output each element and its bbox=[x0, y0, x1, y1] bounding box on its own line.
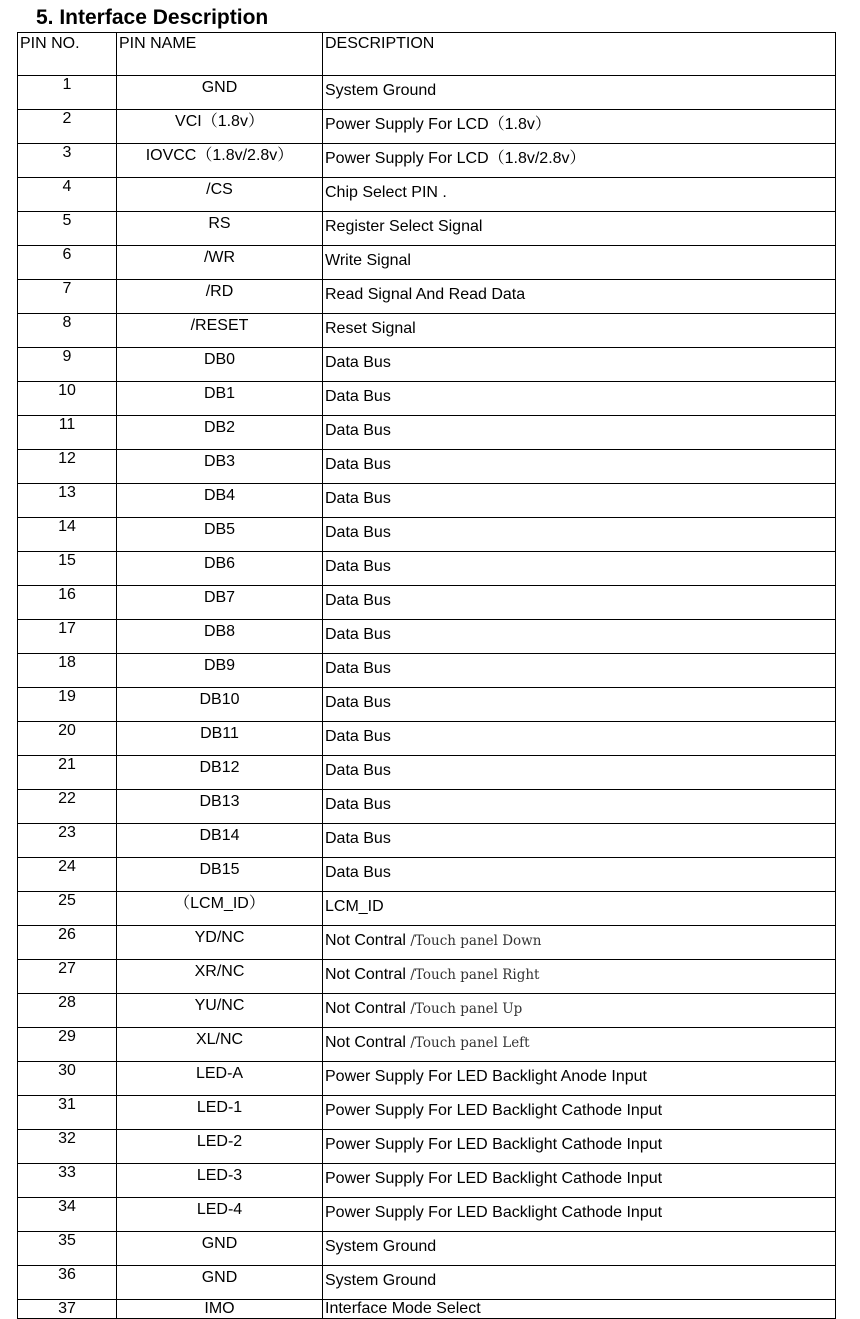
pin-name-cell: DB14 bbox=[117, 824, 323, 858]
pin-number-cell: 25 bbox=[18, 892, 117, 926]
pin-description-cell bbox=[323, 484, 836, 518]
pin-number-cell: 36 bbox=[18, 1266, 117, 1300]
pin-number-cell: 14 bbox=[18, 518, 117, 552]
table-row bbox=[18, 382, 836, 416]
table-row bbox=[18, 314, 836, 348]
table-row bbox=[18, 212, 836, 246]
pin-number-cell: 35 bbox=[18, 1232, 117, 1266]
pin-description-cell bbox=[323, 1198, 836, 1232]
table-row bbox=[18, 280, 836, 314]
pin-description-text: Data Bus bbox=[325, 592, 391, 609]
pin-description-text: Power Supply For LCD（1.8v/2.8v） bbox=[325, 150, 586, 167]
pin-description-cell bbox=[323, 1266, 836, 1300]
pin-number-cell: 22 bbox=[18, 790, 117, 824]
pin-name-cell: YU/NC bbox=[117, 994, 323, 1028]
table-row bbox=[18, 1028, 836, 1062]
pin-number-cell: 4 bbox=[18, 178, 117, 212]
pin-description-text: Not Contral bbox=[325, 966, 406, 983]
pin-name-cell: GND bbox=[117, 76, 323, 110]
table-row bbox=[18, 1164, 836, 1198]
table-row bbox=[18, 246, 836, 280]
pin-description-cell bbox=[323, 280, 836, 314]
pin-description-cell bbox=[323, 1028, 836, 1062]
pin-description-cell bbox=[323, 960, 836, 994]
pin-description-text: Not Contral bbox=[325, 1034, 406, 1051]
table-header-row bbox=[18, 33, 836, 76]
pin-description-text: Interface Mode Select bbox=[325, 1300, 481, 1317]
pin-description-text: Power Supply For LED Backlight Anode Input bbox=[325, 1068, 647, 1085]
pin-number-cell: 24 bbox=[18, 858, 117, 892]
pin-description-cell bbox=[323, 722, 836, 756]
pin-name-cell: DB8 bbox=[117, 620, 323, 654]
touch-panel-note: /Touch panel Up bbox=[410, 1001, 523, 1017]
pin-name-cell: XR/NC bbox=[117, 960, 323, 994]
table-row bbox=[18, 756, 836, 790]
pin-number-cell: 15 bbox=[18, 552, 117, 586]
pin-number-cell: 2 bbox=[18, 110, 117, 144]
pin-description-text: Power Supply For LED Backlight Cathode Input bbox=[325, 1204, 663, 1221]
pin-description-text: Data Bus bbox=[325, 864, 391, 881]
section-title: 5. Interface Description bbox=[36, 6, 269, 29]
pin-description-cell bbox=[323, 790, 836, 824]
pin-name-cell: DB3 bbox=[117, 450, 323, 484]
pin-name-cell: DB15 bbox=[117, 858, 323, 892]
pin-description-cell bbox=[323, 348, 836, 382]
table-row bbox=[18, 722, 836, 756]
pin-number-cell: 37 bbox=[18, 1300, 117, 1319]
pin-number-cell: 33 bbox=[18, 1164, 117, 1198]
pin-description-text: System Ground bbox=[325, 82, 437, 99]
interface-table bbox=[17, 32, 836, 1319]
table-row bbox=[18, 926, 836, 960]
header-pin-no: PIN NO. bbox=[18, 33, 117, 76]
pin-description-text: Data Bus bbox=[325, 830, 391, 847]
pin-description-text: System Ground bbox=[325, 1272, 437, 1289]
pin-number-cell: 9 bbox=[18, 348, 117, 382]
pin-description-text: Register Select Signal bbox=[325, 218, 483, 235]
pin-number-cell: 8 bbox=[18, 314, 117, 348]
pin-name-cell: IOVCC（1.8v/2.8v） bbox=[117, 144, 323, 178]
pin-description-text: Power Supply For LED Backlight Cathode Input bbox=[325, 1136, 663, 1153]
pin-description-text: Data Bus bbox=[325, 694, 391, 711]
pin-description-text: Power Supply For LED Backlight Cathode Input bbox=[325, 1170, 663, 1187]
pin-number-cell: 18 bbox=[18, 654, 117, 688]
pin-description-text: Data Bus bbox=[325, 456, 391, 473]
pin-description-text: Read Signal And Read Data bbox=[325, 286, 526, 303]
pin-description-cell bbox=[323, 110, 836, 144]
table-row bbox=[18, 1130, 836, 1164]
pin-description-cell bbox=[323, 688, 836, 722]
table-row bbox=[18, 178, 836, 212]
table-row bbox=[18, 892, 836, 926]
table-row bbox=[18, 858, 836, 892]
table-row bbox=[18, 586, 836, 620]
pin-number-cell: 28 bbox=[18, 994, 117, 1028]
pin-description-cell bbox=[323, 1130, 836, 1164]
table-row bbox=[18, 1062, 836, 1096]
pin-description-cell bbox=[323, 382, 836, 416]
table-row bbox=[18, 688, 836, 722]
pin-description-cell bbox=[323, 76, 836, 110]
table-row bbox=[18, 416, 836, 450]
pin-description-cell bbox=[323, 416, 836, 450]
pin-name-cell: DB9 bbox=[117, 654, 323, 688]
pin-description-text: Data Bus bbox=[325, 524, 391, 541]
pin-number-cell: 3 bbox=[18, 144, 117, 178]
pin-name-cell: VCI（1.8v） bbox=[117, 110, 323, 144]
table-row bbox=[18, 484, 836, 518]
pin-description-cell bbox=[323, 586, 836, 620]
pin-name-cell: /RD bbox=[117, 280, 323, 314]
pin-description-text: Data Bus bbox=[325, 354, 391, 371]
pin-description-cell bbox=[323, 1300, 836, 1319]
pin-description-cell bbox=[323, 926, 836, 960]
table-row bbox=[18, 450, 836, 484]
pin-number-cell: 32 bbox=[18, 1130, 117, 1164]
pin-description-cell bbox=[323, 450, 836, 484]
interface-table-body bbox=[18, 33, 836, 1319]
pin-number-cell: 26 bbox=[18, 926, 117, 960]
pin-number-cell: 19 bbox=[18, 688, 117, 722]
pin-description-text: Reset Signal bbox=[325, 320, 416, 337]
pin-number-cell: 12 bbox=[18, 450, 117, 484]
pin-number-cell: 20 bbox=[18, 722, 117, 756]
pin-description-text: Power Supply For LCD（1.8v） bbox=[325, 116, 551, 133]
pin-description-cell bbox=[323, 144, 836, 178]
pin-number-cell: 16 bbox=[18, 586, 117, 620]
pin-number-cell: 34 bbox=[18, 1198, 117, 1232]
pin-description-cell bbox=[323, 314, 836, 348]
pin-number-cell: 11 bbox=[18, 416, 117, 450]
pin-description-text: Chip Select PIN . bbox=[325, 184, 447, 201]
table-row bbox=[18, 790, 836, 824]
pin-number-cell: 17 bbox=[18, 620, 117, 654]
table-row bbox=[18, 110, 836, 144]
pin-description-cell bbox=[323, 994, 836, 1028]
pin-number-cell: 13 bbox=[18, 484, 117, 518]
pin-description-cell bbox=[323, 756, 836, 790]
table-row bbox=[18, 654, 836, 688]
pin-description-cell bbox=[323, 892, 836, 926]
pin-description-text: Not Contral bbox=[325, 932, 406, 949]
table-row bbox=[18, 620, 836, 654]
pin-name-cell: RS bbox=[117, 212, 323, 246]
pin-number-cell: 30 bbox=[18, 1062, 117, 1096]
pin-description-cell bbox=[323, 620, 836, 654]
table-row bbox=[18, 1198, 836, 1232]
pin-description-text: Power Supply For LED Backlight Cathode Input bbox=[325, 1102, 663, 1119]
table-row bbox=[18, 1232, 836, 1266]
table-row bbox=[18, 348, 836, 382]
pin-description-text: System Ground bbox=[325, 1238, 437, 1255]
pin-name-cell: GND bbox=[117, 1266, 323, 1300]
pin-name-cell: DB7 bbox=[117, 586, 323, 620]
pin-name-cell: LED-2 bbox=[117, 1130, 323, 1164]
pin-name-cell: LED-4 bbox=[117, 1198, 323, 1232]
pin-name-cell: GND bbox=[117, 1232, 323, 1266]
pin-name-cell: DB0 bbox=[117, 348, 323, 382]
table-row bbox=[18, 552, 836, 586]
pin-description-text: Data Bus bbox=[325, 422, 391, 439]
pin-name-cell: （LCM_ID） bbox=[117, 892, 323, 926]
pin-name-cell: LED-3 bbox=[117, 1164, 323, 1198]
pin-name-cell: DB13 bbox=[117, 790, 323, 824]
pin-name-cell: DB5 bbox=[117, 518, 323, 552]
pin-description-cell bbox=[323, 1062, 836, 1096]
pin-description-text: Data Bus bbox=[325, 728, 391, 745]
pin-name-cell: /WR bbox=[117, 246, 323, 280]
header-pin-name: PIN NAME bbox=[117, 33, 323, 76]
pin-number-cell: 7 bbox=[18, 280, 117, 314]
pin-description-cell bbox=[323, 1232, 836, 1266]
pin-description-text: Data Bus bbox=[325, 796, 391, 813]
pin-name-cell: XL/NC bbox=[117, 1028, 323, 1062]
table-row bbox=[18, 824, 836, 858]
touch-panel-note: /Touch panel Down bbox=[410, 933, 542, 949]
pin-description-cell bbox=[323, 858, 836, 892]
pin-description-cell bbox=[323, 654, 836, 688]
pin-number-cell: 29 bbox=[18, 1028, 117, 1062]
table-row bbox=[18, 1300, 836, 1319]
pin-description-text: Data Bus bbox=[325, 660, 391, 677]
pin-description-text: Write Signal bbox=[325, 252, 411, 269]
pin-number-cell: 23 bbox=[18, 824, 117, 858]
pin-name-cell: DB4 bbox=[117, 484, 323, 518]
pin-description-text: Data Bus bbox=[325, 558, 391, 575]
pin-number-cell: 10 bbox=[18, 382, 117, 416]
pin-description-text: LCM_ID bbox=[325, 898, 384, 915]
table-row bbox=[18, 76, 836, 110]
touch-panel-note: /Touch panel Right bbox=[410, 967, 540, 983]
pin-description-text: Data Bus bbox=[325, 490, 391, 507]
pin-description-cell bbox=[323, 246, 836, 280]
pin-description-cell bbox=[323, 518, 836, 552]
touch-panel-note: /Touch panel Left bbox=[410, 1035, 530, 1051]
pin-name-cell: /CS bbox=[117, 178, 323, 212]
header-description: DESCRIPTION bbox=[323, 33, 836, 76]
pin-name-cell: DB10 bbox=[117, 688, 323, 722]
pin-name-cell: LED-1 bbox=[117, 1096, 323, 1130]
table-row bbox=[18, 994, 836, 1028]
pin-description-cell bbox=[323, 178, 836, 212]
pin-name-cell: DB12 bbox=[117, 756, 323, 790]
pin-description-cell bbox=[323, 1164, 836, 1198]
pin-number-cell: 21 bbox=[18, 756, 117, 790]
pin-number-cell: 31 bbox=[18, 1096, 117, 1130]
table-row bbox=[18, 518, 836, 552]
pin-name-cell: DB6 bbox=[117, 552, 323, 586]
pin-description-cell bbox=[323, 552, 836, 586]
pin-description-text: Data Bus bbox=[325, 626, 391, 643]
pin-description-text: Data Bus bbox=[325, 388, 391, 405]
table-row bbox=[18, 1266, 836, 1300]
pin-name-cell: DB1 bbox=[117, 382, 323, 416]
pin-name-cell: YD/NC bbox=[117, 926, 323, 960]
pin-name-cell: IMO bbox=[117, 1300, 323, 1319]
pin-name-cell: /RESET bbox=[117, 314, 323, 348]
pin-number-cell: 27 bbox=[18, 960, 117, 994]
pin-description-cell bbox=[323, 212, 836, 246]
pin-name-cell: LED-A bbox=[117, 1062, 323, 1096]
pin-name-cell: DB11 bbox=[117, 722, 323, 756]
pin-description-cell bbox=[323, 824, 836, 858]
pin-description-text: Data Bus bbox=[325, 762, 391, 779]
pin-number-cell: 1 bbox=[18, 76, 117, 110]
pin-name-cell: DB2 bbox=[117, 416, 323, 450]
pin-number-cell: 5 bbox=[18, 212, 117, 246]
table-row bbox=[18, 144, 836, 178]
table-row bbox=[18, 960, 836, 994]
pin-description-text: Not Contral bbox=[325, 1000, 406, 1017]
pin-number-cell: 6 bbox=[18, 246, 117, 280]
